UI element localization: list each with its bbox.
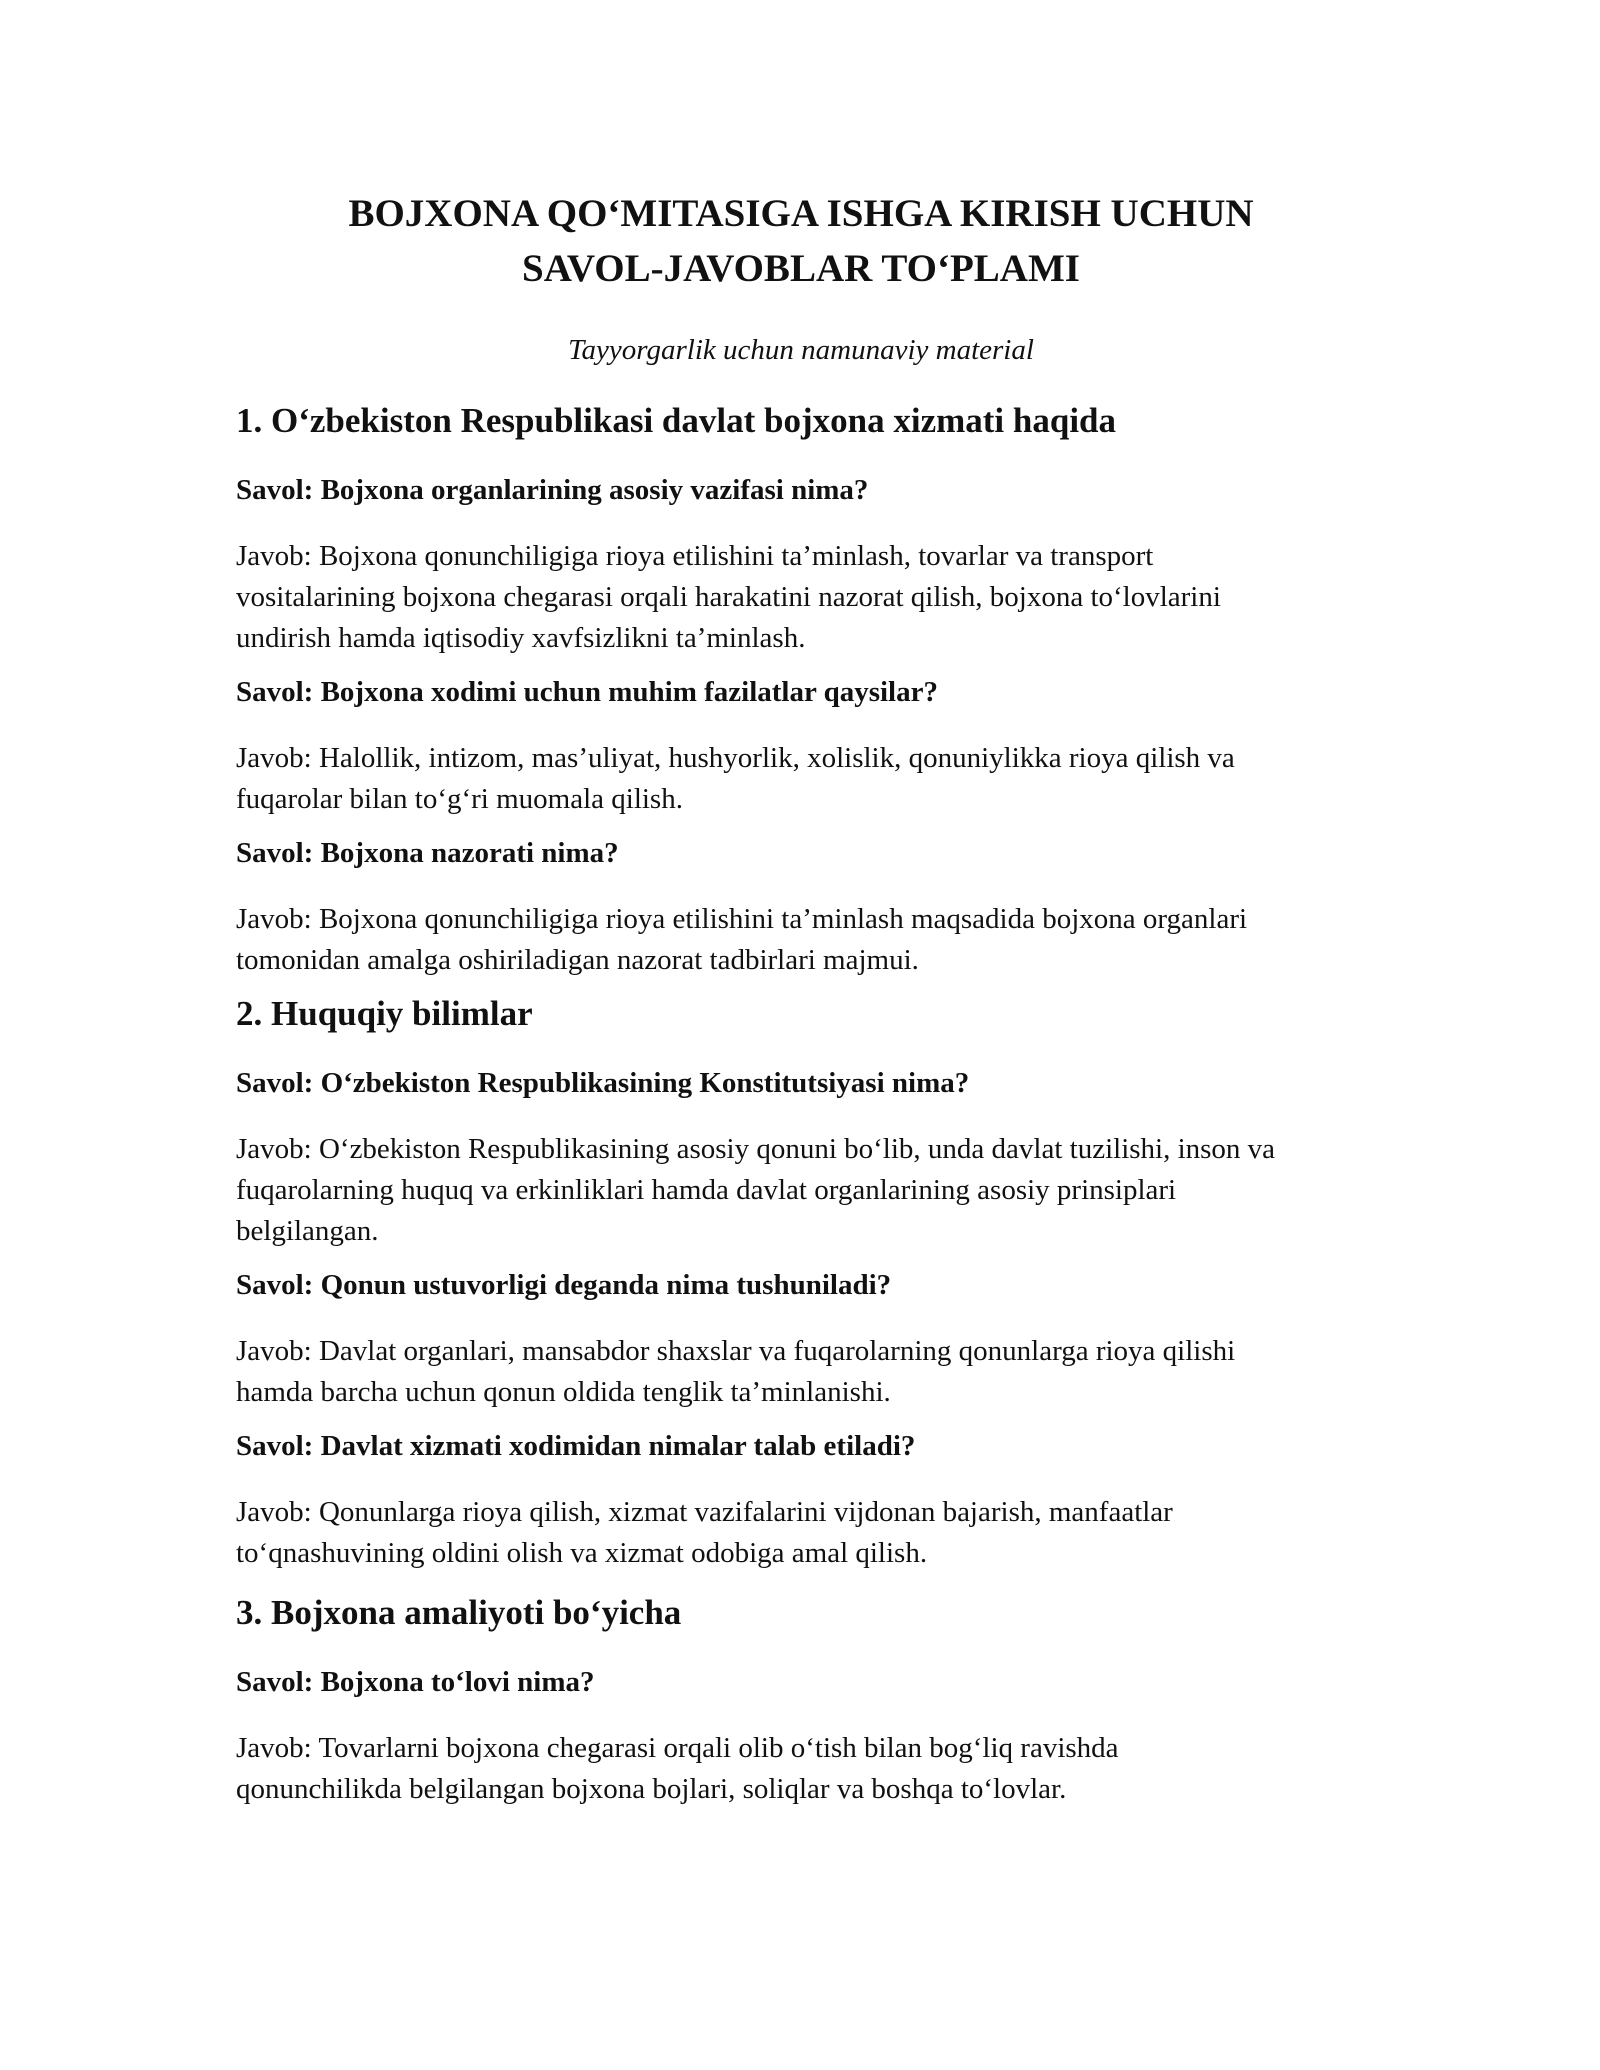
answer-line: to‘qnashuvining oldini olish va xizmat odobiga amal qilish. xyxy=(236,1537,928,1569)
answer-line: Javob: Davlat organlari, mansabdor shaxslar va fuqarolarning qonunlarga rioya qilishi xyxy=(236,1335,1236,1367)
document-title-line: BOJXONA QO‘MITASIGA ISHGA KIRISH UCHUN xyxy=(348,192,1254,235)
answer xyxy=(236,1728,1366,1810)
question: Savol: Bojxona xodimi uchun muhim fazilatlar qaysilar? xyxy=(236,676,938,708)
question: Savol: O‘zbekiston Respublikasining Konstitutsiyasi nima? xyxy=(236,1067,970,1099)
answer-line: Javob: Qonunlarga rioya qilish, xizmat vazifalarini vijdonan bajarish, manfaatlar xyxy=(236,1496,1173,1528)
answer-line: vositalarining bojxona chegarasi orqali harakatini nazorat qilish, bojxona to‘lovlarini xyxy=(236,581,1221,613)
answer xyxy=(236,1492,1366,1574)
document-subtitle: Tayyorgarlik uchun namunaviy material xyxy=(568,334,1034,366)
question: Savol: Bojxona organlarining asosiy vazifasi nima? xyxy=(236,474,869,506)
qa-item xyxy=(236,833,1366,981)
qa-item xyxy=(236,672,1366,820)
answer-line: belgilangan. xyxy=(236,1215,379,1247)
qa-item xyxy=(236,1426,1366,1574)
answer-line: tomonidan amalga oshiriladigan nazorat tadbirlari majmui. xyxy=(236,944,919,976)
answer-line: fuqarolar bilan to‘g‘ri muomala qilish. xyxy=(236,783,683,815)
section xyxy=(236,397,1366,981)
answer-line: Javob: Bojxona qonunchiligiga rioya etilishini ta’minlash, tovarlar va transport xyxy=(236,540,1154,572)
question: Savol: Bojxona to‘lovi nima? xyxy=(236,1666,595,1698)
document-page xyxy=(236,186,1366,1810)
answer-line: hamda barcha uchun qonun oldida tenglik ta’minlanishi. xyxy=(236,1376,891,1408)
answer-line: fuqarolarning huquq va erkinliklari hamda davlat organlarining asosiy prinsiplari xyxy=(236,1174,1177,1206)
section xyxy=(236,1589,1366,1810)
section-heading: 1. O‘zbekiston Respublikasi davlat bojxona xizmati haqida xyxy=(236,401,1117,440)
section-heading: 2. Huquqiy bilimlar xyxy=(236,994,533,1033)
answer xyxy=(236,1129,1366,1252)
answer xyxy=(236,536,1366,659)
answer-line: Javob: O‘zbekiston Respublikasining asosiy qonuni bo‘lib, unda davlat tuzilishi, inson va xyxy=(236,1133,1276,1165)
qa-item xyxy=(236,470,1366,659)
qa-item xyxy=(236,1063,1366,1252)
document-title-line: SAVOL-JAVOBLAR TO‘PLAMI xyxy=(522,247,1080,290)
answer xyxy=(236,738,1366,820)
answer-line: Javob: Tovarlarni bojxona chegarasi orqali olib o‘tish bilan bog‘liq ravishda xyxy=(236,1732,1119,1764)
qa-item xyxy=(236,1265,1366,1413)
question: Savol: Qonun ustuvorligi deganda nima tushuniladi? xyxy=(236,1269,892,1301)
answer-line: qonunchilikda belgilangan bojxona bojlari, soliqlar va boshqa to‘lovlar. xyxy=(236,1773,1067,1805)
answer-line: undirish hamda iqtisodiy xavfsizlikni ta’minlash. xyxy=(236,622,806,654)
section-heading: 3. Bojxona amaliyoti bo‘yicha xyxy=(236,1593,682,1632)
answer-line: Javob: Bojxona qonunchiligiga rioya etilishini ta’minlash maqsadida bojxona organlari xyxy=(236,903,1248,935)
question: Savol: Davlat xizmati xodimidan nimalar talab etiladi? xyxy=(236,1430,916,1462)
answer xyxy=(236,1331,1366,1413)
answer xyxy=(236,899,1366,981)
section xyxy=(236,990,1366,1574)
document-title xyxy=(236,186,1366,296)
qa-item xyxy=(236,1662,1366,1810)
question: Savol: Bojxona nazorati nima? xyxy=(236,837,619,869)
answer-line: Javob: Halollik, intizom, mas’uliyat, hushyorlik, xolislik, qonuniylikka rioya qilish va xyxy=(236,742,1235,774)
